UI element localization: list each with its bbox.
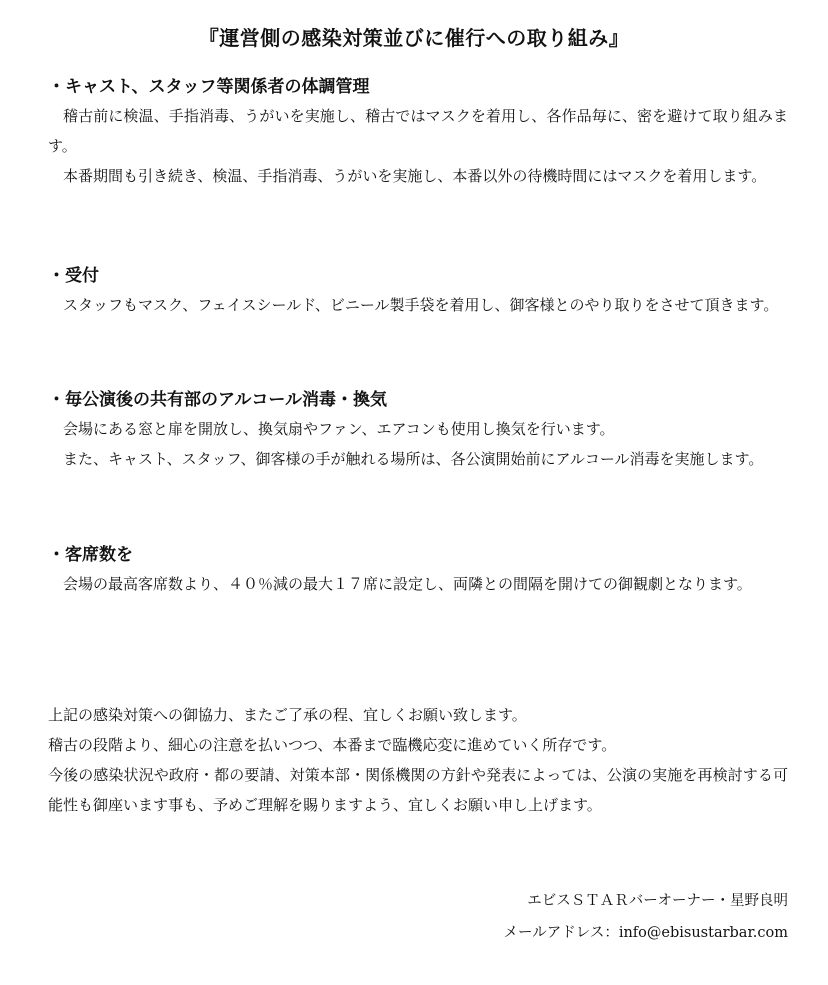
- closing-remarks: [48, 700, 788, 820]
- section-health-management: [48, 73, 788, 191]
- section-reception: [48, 262, 788, 320]
- signature-email: メールアドレス：info@ebisustarbar.com: [503, 925, 788, 941]
- closing-line: 今後の感染状況や政府・都の要請、対策本部・関係機関の方針や発表によっては、公演の実施を再検討する可能性も御座います事も、予めご理解を賜りますよう、宜しくお願い申し上げます。: [48, 766, 788, 814]
- section-seating: [48, 541, 788, 599]
- paragraph: また、キャスト、スタッフ、御客様の手が触れる場所は、各公演開始前にアルコール消毒を実施します。: [63, 450, 764, 468]
- closing-line: 稽古の段階より、細心の注意を払いつつ、本番まで臨機応変に進めていく所存です。: [48, 736, 617, 754]
- paragraph: 本番期間も引き続き、検温、手指消毒、うがいを実施し、本番以外の待機時間にはマスクを着用します。: [63, 167, 767, 185]
- document-title: 『運営側の感染対策並びに催行への取り組み』: [198, 26, 630, 50]
- section-heading: ・客席数を: [48, 545, 133, 565]
- paragraph: 会場の最高客席数より、４０％減の最大１７席に設定し、両隣との間隔を開けての御観劇となります。: [63, 575, 752, 593]
- section-heading: ・キャスト、スタッフ等関係者の体調管理: [48, 77, 370, 97]
- closing-line: 上記の感染対策への御協力、またご了承の程、宜しくお願い致します。: [48, 706, 527, 724]
- section-disinfection-ventilation: [48, 386, 788, 474]
- paragraph: 会場にある窓と扉を開放し、換気扇やファン、エアコンも使用し換気を行います。: [63, 420, 615, 438]
- paragraph: スタッフもマスク、フェイスシールド、ビニール製手袋を着用し、御客様とのやり取りをさせて頂きます。: [63, 296, 779, 314]
- section-heading: ・毎公演後の共有部のアルコール消毒・換気: [48, 390, 387, 410]
- signature-owner: エビスＳＴＡＲバーオーナー・星野良明: [527, 893, 788, 909]
- paragraph: 稽古前に検温、手指消毒、うがいを実施し、稽古ではマスクを着用し、各作品毎に、密を避けて取り組みます。: [48, 107, 788, 155]
- section-heading: ・受付: [48, 266, 99, 286]
